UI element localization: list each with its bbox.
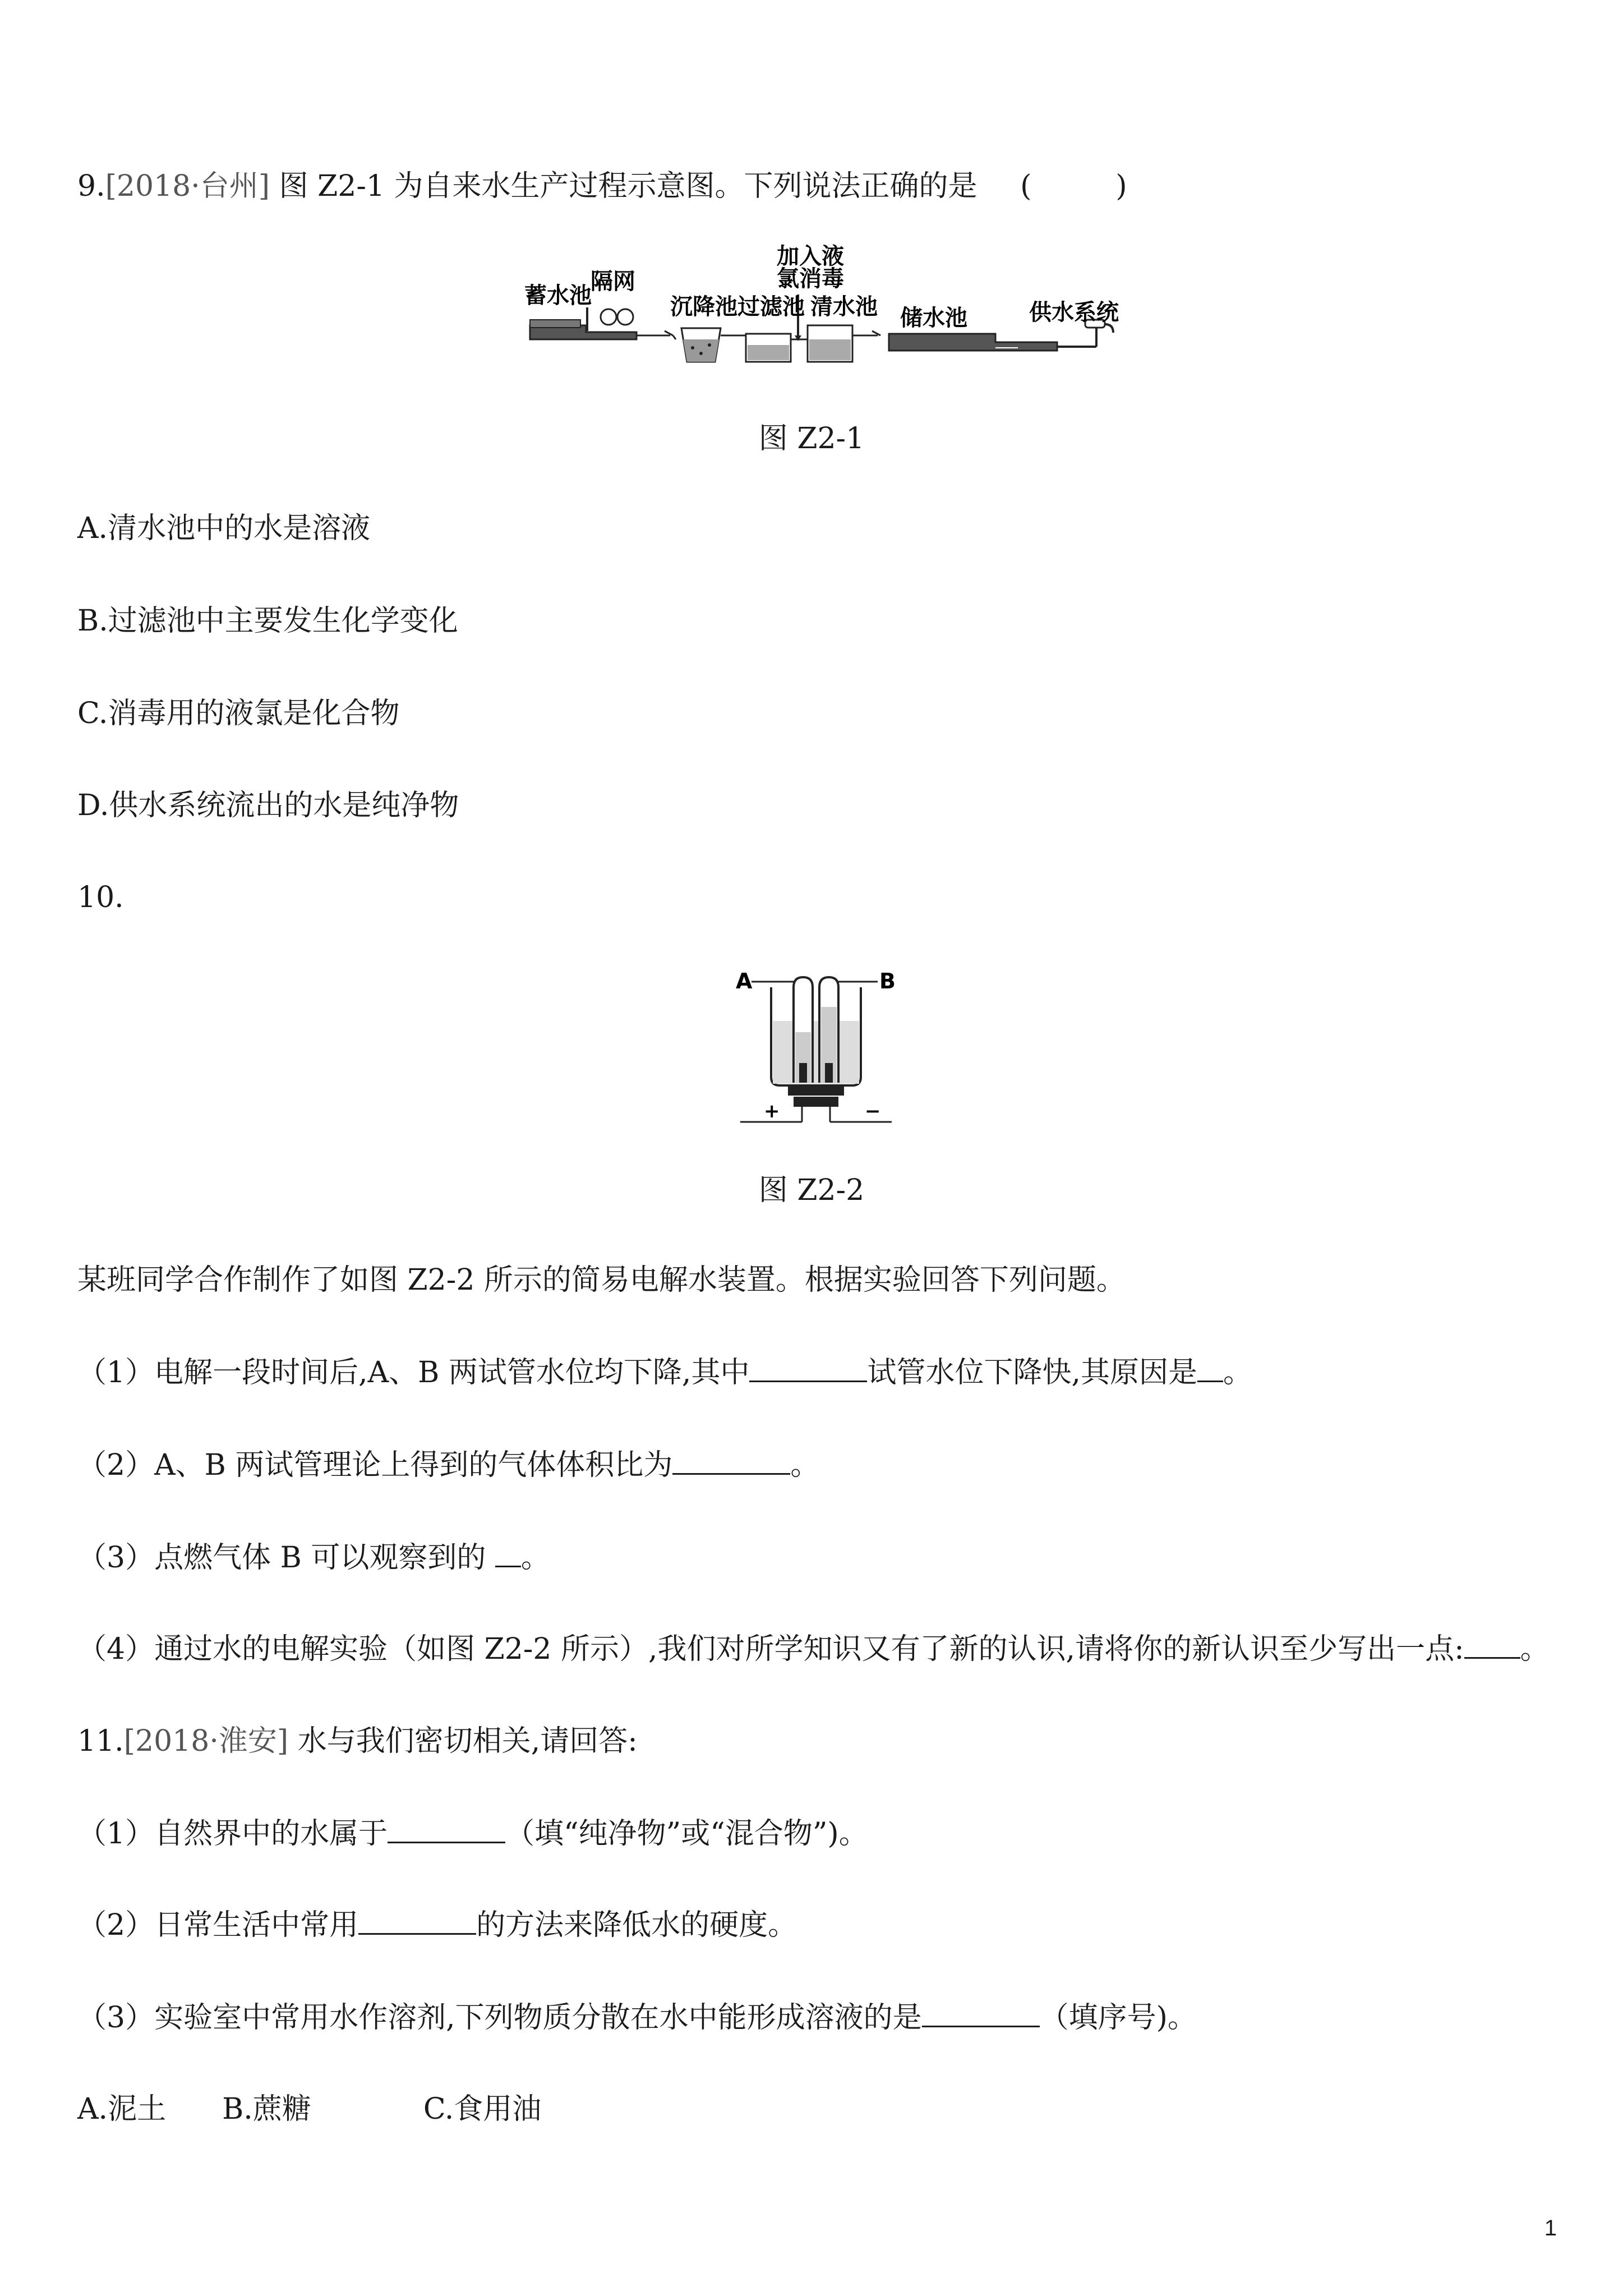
q9-stem-text: 图 Z2-1 为自来水生产过程示意图。下列说法正确的是 bbox=[279, 169, 978, 203]
q10-sub1-blank-2[interactable] bbox=[1197, 1355, 1223, 1382]
q11-sub3: （3）实验室中常用水作溶剂,下列物质分散在水中能形成溶液的是 （填序号)。 bbox=[77, 2001, 1197, 2035]
page-number: 1 bbox=[1544, 2216, 1557, 2240]
q9-option-d: D.供水系统流出的水是纯净物 bbox=[77, 789, 459, 822]
figure-water-production bbox=[519, 241, 1124, 370]
q11-stem: 11.[2018·淮安] 水与我们密切相关,请回答: bbox=[77, 1724, 638, 1758]
q11-sub1-blank[interactable] bbox=[388, 1816, 505, 1843]
q10-sub4-blank[interactable] bbox=[1464, 1631, 1520, 1659]
label-minus: − bbox=[865, 1100, 881, 1122]
q9-option-b: B.过滤池中主要发生化学变化 bbox=[77, 604, 458, 638]
q10-number: 10. bbox=[77, 881, 124, 914]
q9-option-a: A.清水池中的水是溶液 bbox=[77, 512, 371, 545]
figure-caption-z2-1: 图 Z2-1 bbox=[758, 422, 865, 455]
q10-sub1-blank-1[interactable] bbox=[749, 1355, 867, 1382]
label-tube-b: B bbox=[879, 969, 896, 993]
label-plus: + bbox=[764, 1100, 780, 1122]
q11-option-a: A.泥土 bbox=[77, 2092, 167, 2126]
label-clear-water: 清水池 bbox=[810, 294, 878, 320]
q10-sub2-blank[interactable] bbox=[672, 1447, 790, 1475]
figure-electrolysis bbox=[735, 965, 897, 1133]
label-storage: 储水池 bbox=[900, 305, 967, 331]
label-reservoir: 蓄水池 bbox=[524, 283, 592, 309]
label-screen: 隔网 bbox=[591, 269, 635, 295]
q10-sub4: （4）通过水的电解实验（如图 Z2-2 所示）,我们对所学知识又有了新的认识,请将你的新认识至少写出一点: 。 bbox=[77, 1632, 1550, 1666]
q10-sub3-blank[interactable] bbox=[495, 1540, 521, 1567]
q9-number: 9. bbox=[77, 169, 105, 203]
q9-option-c: C.消毒用的液氯是化合物 bbox=[77, 697, 400, 730]
q11-number: 11. bbox=[77, 1724, 124, 1758]
q10-sub1: （1）电解一段时间后,A、B 两试管水位均下降,其中 试管水位下降快,其原因是 。 bbox=[77, 1356, 1252, 1389]
q11-sub1: （1）自然界中的水属于 （填“纯净物”或“混合物”)。 bbox=[77, 1817, 868, 1851]
q11-source: [2018·淮安] bbox=[123, 1724, 289, 1758]
q11-sub2: （2）日常生活中常用 的方法来降低水的硬度。 bbox=[77, 1908, 797, 1942]
q9-stem: 9.[2018·台州] 图 Z2-1 为自来水生产过程示意图。下列说法正确的是 ( ) bbox=[77, 169, 1127, 203]
q11-option-c: C.食用油 bbox=[423, 2092, 542, 2126]
q9-source: [2018·台州] bbox=[105, 169, 270, 203]
q11-sub2-blank[interactable] bbox=[358, 1907, 476, 1935]
q10-sub3: （3）点燃气体 B 可以观察到的 。 bbox=[77, 1541, 550, 1575]
q11-option-b: B.蔗糖 bbox=[222, 2092, 311, 2126]
label-add-liquid: 加入液 bbox=[777, 243, 844, 269]
figure-caption-z2-2: 图 Z2-2 bbox=[758, 1174, 865, 1207]
q10-sub2: （2）A、B 两试管理论上得到的气体体积比为 。 bbox=[77, 1448, 820, 1482]
label-tube-a: A bbox=[736, 969, 753, 993]
q10-intro: 某班同学合作制作了如图 Z2-2 所示的简易电解水装置。根据实验回答下列问题。 bbox=[77, 1263, 1126, 1297]
label-filter: 过滤池 bbox=[737, 294, 805, 320]
label-chlorine: 氯消毒 bbox=[777, 266, 844, 292]
q11-options bbox=[77, 2091, 541, 2127]
label-sedimentation: 沉降池 bbox=[670, 294, 737, 320]
q11-sub3-blank[interactable] bbox=[922, 2000, 1040, 2027]
label-supply: 供水系统 bbox=[1029, 300, 1119, 325]
